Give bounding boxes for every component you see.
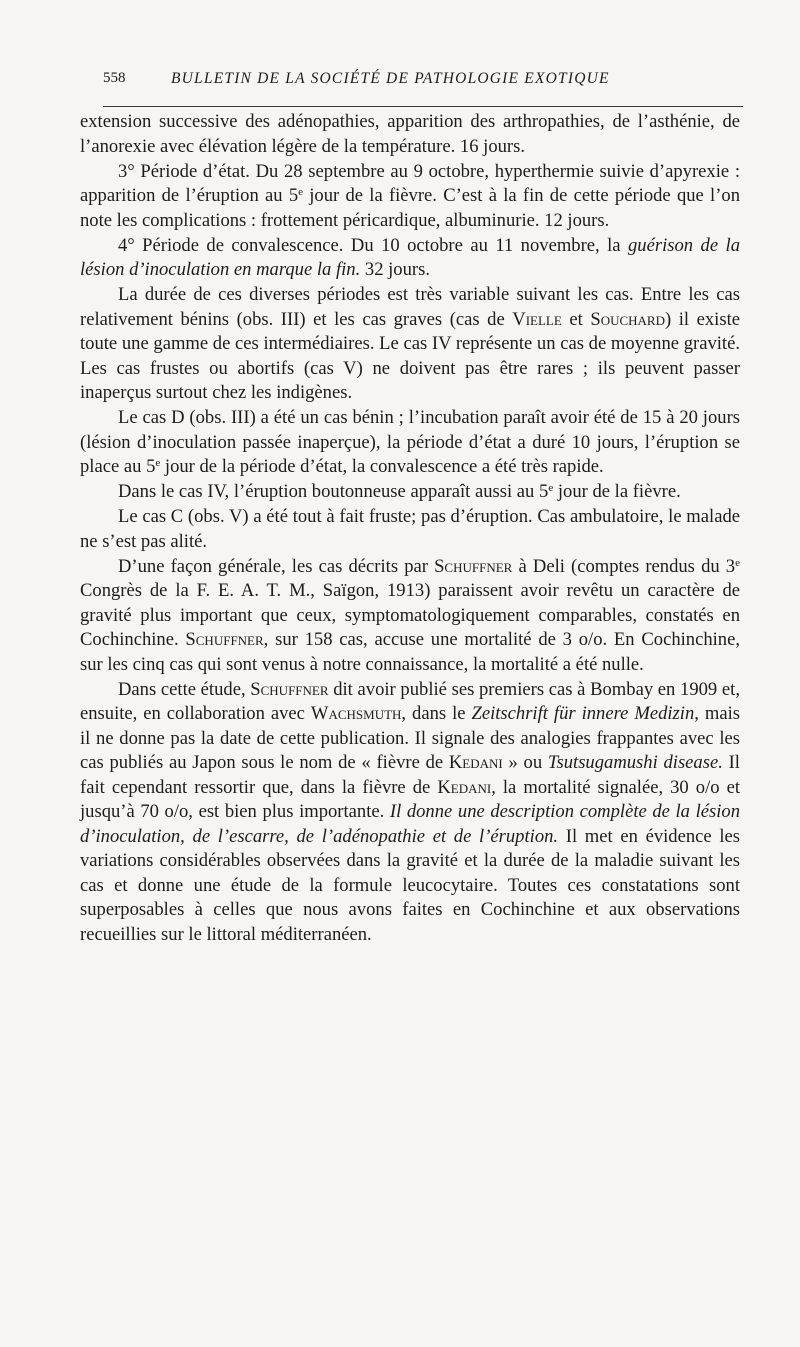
author-name: Kedani (448, 752, 503, 773)
paragraph-6: Dans le cas IV, l’éruption boutonneuse apparaît aussi au 5e jour de la fièvre. (118, 481, 681, 502)
page-number: 558 (103, 70, 126, 86)
journal-title: Zeitschrift für innere Medizin (471, 703, 695, 724)
author-name: Vielle (512, 308, 562, 330)
paragraph-9: Dans cette étude, Schuffner dit avoir publié ses premiers cas à Bombay en 1909 et, ensuite, en collaboration avec Wachsmuth, dans le Zeitschrift für innere Medizin, mais il ne donne pas la date de cette publication. Il signale des analogies frappantes avec les cas publiés au Japon sous le nom de « fièvre de Kedani » ou Tsutsugamushi disease. Il fait cependant ressortir que, dans la fièvre de Kedani, la mortalité signalée, 30 o/o et jusqu’à 70 o/o, est bien plus importante. Il donne une description complète de la lésion d’inoculation, de l’escarre, de l’adénopathie et de l’éruption. Il met en évidence les variations considérables observées dans la gravité et la durée de la maladie suivant les cas et donne une étude de la formule leucocytaire. Toutes ces constatations sont superposables à celles que nous avons faites en Cochinchine et aux observations recueillies sur le littoral méditerranéen. (80, 678, 740, 945)
author-name: Souchard (590, 308, 665, 330)
paragraph-3: 4° Période de convalescence. Du 10 octobre au 11 novembre, la guérison de la lésion d’inoculation en marque la fin. 32 jours. (80, 234, 740, 280)
author-name: Schuffner (250, 678, 329, 700)
author-name: Schuffner (185, 629, 264, 650)
author-name: Schuffner (434, 555, 513, 577)
author-name: Wachsmuth (310, 703, 402, 724)
header-rule (103, 106, 743, 107)
page-header (103, 66, 743, 106)
paragraph-7: Le cas C (obs. V) a été tout à fait fruste; pas d’éruption. Cas ambulatoire, le malade ne s’est pas alité. (80, 506, 740, 552)
paragraph-2: 3° Période d’état. Du 28 septembre au 9 octobre, hyperthermie suivie d’apyrexie : apparition de l’éruption au 5e jour de la fièvre. C’est à la fin de cette période que l’on note les complications : frottement péricardique, albuminurie. 12 jours. (80, 160, 740, 231)
author-name: Kedani (437, 776, 492, 798)
paragraph-4: La durée de ces diverses périodes est très variable suivant les cas. Entre les cas relativement bénins (obs. III) et les cas graves (cas de Vielle et Souchard) il existe toute une gamme de ces intermédiaires. Le cas IV représente un cas de moyenne gravité. Les cas frustes ou abortifs (cas V) ne doivent pas être rares ; ils peuvent passer inaperçus surtout chez les indigènes. (80, 284, 740, 403)
running-title: BULLETIN DE LA SOCIÉTÉ DE PATHOLOGIE EXOTIQUE (171, 70, 610, 87)
paragraph-8: D’une façon générale, les cas décrits par Schuffner à Deli (comptes rendus du 3e Congrès de la F. E. A. T. M., Saïgon, 1913) paraissent avoir revêtu un caractère de gravité plus important que ceux, symptomatologiquement comparables, constatés en Cochinchine. Schuffner, sur 158 cas, accuse une mortalité de 3 o/o. En Cochinchine, sur les cinq cas qui sont venus à notre connaissance, la mortalité a été nulle. (80, 555, 740, 675)
paragraph-1: extension successive des adénopathies, apparition des arthropathies, de l’asthénie, de l’anorexie avec élévation légère de la température. 16 jours. (80, 111, 740, 157)
disease-name: Tsutsugamushi disease. (547, 752, 723, 773)
emphasis-sentence: Il donne une description complète de la lésion d’inoculation, de l’escarre, de l’adénopathie et de l’éruption. (80, 801, 740, 847)
paragraph-5: Le cas D (obs. III) a été un cas bénin ; l’incubation paraît avoir été de 15 à 20 jours (lésion d’inoculation passée inaperçue), la période d’état a duré 10 jours, l’éruption se place au 5e jour de la période d’état, la convalescence a été très rapide. (80, 407, 740, 477)
body-text (80, 110, 740, 947)
